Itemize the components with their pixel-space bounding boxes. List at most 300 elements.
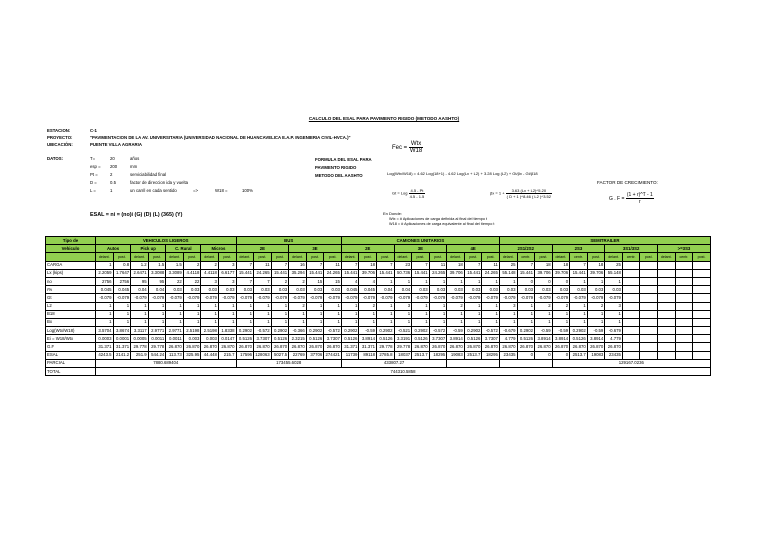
header-subgroup: C. Rural: [166, 245, 201, 253]
table-cell: 1: [482, 302, 500, 310]
table-cell: 3: [201, 277, 219, 285]
table-cell: -0.079: [306, 294, 324, 302]
growth-lhs: G . F =: [609, 195, 625, 202]
table-cell: 0.045: [359, 286, 377, 294]
table-row: [46, 335, 711, 343]
table-cell: 39.706: [587, 269, 605, 277]
table-cell: 3.5704: [96, 327, 114, 335]
table-cell: 11: [254, 261, 272, 269]
growth-numerator: (1 + r)^T - 1: [626, 192, 653, 198]
table-cell: [675, 351, 693, 359]
table-cell: 1: [341, 302, 359, 310]
table-cell: -0.59: [359, 327, 377, 335]
table-cell: 1: [587, 310, 605, 318]
table-cell: 1: [570, 318, 588, 326]
table-cell: -0.079: [377, 294, 395, 302]
beta-denominator: ( D + 1 )^8.46 ( L2 )^3.52: [506, 194, 551, 199]
ubicacion-label: UBICACIÓN:: [47, 142, 73, 147]
row-label: L2: [46, 302, 96, 310]
table-cell: 26.870: [535, 343, 553, 351]
table-cell: [693, 310, 711, 318]
table-cell: 0.03: [552, 286, 570, 294]
table-cell: 6.6177: [218, 269, 236, 277]
table-cell: 0.0011: [166, 335, 184, 343]
table-cell: 29.778: [131, 343, 149, 351]
header-axle: post.: [464, 253, 482, 261]
table-cell: 0.03: [482, 286, 500, 294]
table-cell: -0.079: [464, 294, 482, 302]
gt-denominator: 4.5 - 1.5: [409, 194, 425, 199]
table-cell: [675, 269, 693, 277]
estacion-value: C-1: [90, 128, 97, 133]
header-subgroup: >=3S3: [658, 245, 711, 253]
header-axle: post.: [306, 253, 324, 261]
table-cell: 7: [306, 261, 324, 269]
table-cell: 25: [605, 261, 623, 269]
table-cell: [658, 343, 676, 351]
table-cell: [693, 335, 711, 343]
parcial-value: 129167.0236: [552, 359, 710, 367]
table-cell: [622, 302, 640, 310]
table-cell: 0: [535, 277, 553, 285]
fec-lhs: Fec =: [392, 145, 408, 152]
table-cell: 0.03: [166, 286, 184, 294]
table-cell: 0.03: [254, 286, 272, 294]
estacion-label: ESTACION:: [47, 128, 71, 133]
table-cell: 1: [341, 318, 359, 326]
table-cell: 0.0001: [113, 335, 131, 343]
table-cell: 2785.8: [377, 351, 395, 359]
table-cell: -0.079: [394, 294, 412, 302]
table-cell: 0.03: [271, 286, 289, 294]
table-cell: 0: [517, 351, 535, 359]
table-cell: [675, 310, 693, 318]
table-cell: 24.265: [429, 269, 447, 277]
table-cell: 1: [552, 318, 570, 326]
row-label: CARGA: [46, 261, 96, 269]
table-cell: [640, 335, 658, 343]
table-cell: 0.003: [201, 335, 219, 343]
table-cell: 7: [412, 261, 430, 269]
table-cell: [640, 277, 658, 285]
table-cell: 1: [570, 302, 588, 310]
table-cell: 2513.7: [412, 351, 430, 359]
table-row: [46, 286, 711, 294]
datos-arrow: =>: [193, 188, 199, 193]
table-cell: 1.5: [148, 261, 166, 269]
table-row: [46, 318, 711, 326]
parcial-label: PARCIAL: [46, 359, 96, 367]
table-cell: 15: [306, 277, 324, 285]
table-cell: 0.2902: [271, 327, 289, 335]
table-cell: 18: [447, 261, 465, 269]
table-cell: [693, 351, 711, 359]
table-cell: -0.079: [570, 294, 588, 302]
table-cell: [675, 335, 693, 343]
table-cell: 4: [341, 277, 359, 285]
table-cell: 1.2: [131, 261, 149, 269]
header-subgroup: 2S3: [552, 245, 605, 253]
header-axle: post.: [324, 253, 342, 261]
table-cell: -0.079: [131, 294, 149, 302]
table-cell: 26.870: [324, 343, 342, 351]
table-cell: 26.870: [271, 343, 289, 351]
table-cell: [675, 327, 693, 335]
table-cell: 18: [535, 261, 553, 269]
table-cell: 3: [605, 302, 623, 310]
table-cell: 3.3117: [131, 327, 149, 335]
table-cell: 0.04: [377, 286, 395, 294]
table-cell: 0.2902: [306, 327, 324, 335]
table-cell: [622, 261, 640, 269]
table-cell: -0.079: [605, 294, 623, 302]
table-cell: [693, 277, 711, 285]
table-cell: 2513.7: [570, 351, 588, 359]
datos-sym: T=: [90, 156, 96, 161]
table-cell: 4.779: [605, 335, 623, 343]
table-cell: 0.5126: [377, 335, 395, 343]
parcial-value: 173455.6028: [236, 359, 341, 367]
table-cell: 1: [429, 302, 447, 310]
table-cell: 1: [254, 302, 272, 310]
table-cell: 26.870: [482, 343, 500, 351]
datos-w18-value: 100%: [242, 188, 253, 193]
table-cell: 3.7307: [429, 335, 447, 343]
table-cell: [658, 310, 676, 318]
table-cell: -0.572: [429, 327, 447, 335]
table-cell: 18: [552, 261, 570, 269]
header-group: CAMIONES UNITARIOS: [341, 237, 499, 245]
table-cell: -0.59: [552, 327, 570, 335]
table-cell: 1: [535, 318, 553, 326]
table-cell: [622, 351, 640, 359]
row-label: Lx (kips): [46, 269, 96, 277]
table-cell: [622, 318, 640, 326]
table-row: [46, 269, 711, 277]
table-cell: 1: [218, 302, 236, 310]
table-cell: 1: [377, 277, 395, 285]
table-cell: 5027.5: [271, 351, 289, 359]
table-cell: 0.03: [324, 286, 342, 294]
header-row-axles: [46, 253, 711, 261]
table-cell: 15.441: [377, 269, 395, 277]
table-cell: 0.03: [587, 286, 605, 294]
datos-desc: años: [130, 156, 140, 161]
header-axle: post.: [482, 253, 500, 261]
table-cell: 0.0011: [148, 335, 166, 343]
growth-equation: [609, 192, 654, 205]
header-axle: delant.: [605, 253, 623, 261]
table-cell: 0.2902: [341, 327, 359, 335]
table-cell: 2: [447, 302, 465, 310]
table-cell: 1: [96, 261, 114, 269]
header-axle: delant.: [201, 253, 219, 261]
table-cell: -0.079: [289, 294, 307, 302]
row-label: Gt: [46, 294, 96, 302]
table-cell: [693, 343, 711, 351]
table-cell: [622, 277, 640, 285]
table-cell: [675, 294, 693, 302]
table-cell: 1: [166, 310, 184, 318]
table-cell: 3.8914: [535, 335, 553, 343]
header-subgroup: 2E: [341, 245, 394, 253]
header-axle: delant.: [499, 253, 517, 261]
table-cell: [658, 351, 676, 359]
table-cell: 2.6471: [131, 269, 149, 277]
table-row: [46, 310, 711, 318]
header-axle: delant.: [236, 253, 254, 261]
table-cell: 1: [218, 310, 236, 318]
parcial-row: [46, 359, 711, 367]
table-cell: 2.5198: [183, 327, 201, 335]
table-cell: -0.079: [341, 294, 359, 302]
table-cell: 1: [447, 310, 465, 318]
datos-val: 2: [110, 172, 113, 177]
table-cell: 1: [412, 310, 430, 318]
table-cell: 7: [377, 261, 395, 269]
table-cell: [640, 327, 658, 335]
table-cell: [640, 261, 658, 269]
table-cell: 39.706: [552, 269, 570, 277]
table-cell: 95: [148, 277, 166, 285]
table-cell: 1: [447, 277, 465, 285]
header-axle: post.: [148, 253, 166, 261]
fec-numerator: Wtx: [410, 141, 422, 147]
table-cell: 2: [289, 302, 307, 310]
table-cell: 2: [552, 302, 570, 310]
table-cell: 23: [394, 261, 412, 269]
table-cell: [693, 318, 711, 326]
table-cell: 1: [218, 318, 236, 326]
table-cell: 0.03: [464, 286, 482, 294]
table-cell: 7: [341, 261, 359, 269]
header-subgroup: 2E: [236, 245, 289, 253]
header-axle: post.: [640, 253, 658, 261]
table-cell: 11: [482, 261, 500, 269]
table-cell: 3.3088: [148, 269, 166, 277]
table-cell: 1: [377, 318, 395, 326]
header-axle: delant.: [341, 253, 359, 261]
table-cell: 113.73: [166, 351, 184, 359]
table-cell: 0.03: [236, 286, 254, 294]
table-cell: 24.265: [254, 269, 272, 277]
table-cell: -0.079: [201, 294, 219, 302]
table-cell: 1: [499, 318, 517, 326]
table-cell: 0.03: [535, 286, 553, 294]
table-cell: 0.045: [341, 286, 359, 294]
table-cell: 4.4118: [183, 269, 201, 277]
table-cell: 4: [359, 277, 377, 285]
table-cell: [658, 327, 676, 335]
table-cell: 3.8674: [113, 327, 131, 335]
header-axle: post.: [359, 253, 377, 261]
table-cell: [622, 269, 640, 277]
formula-label-line: METODO DEL AASHTO: [315, 173, 363, 178]
header-vehiculo: Vehiculo: [46, 245, 96, 253]
table-cell: [640, 286, 658, 294]
table-cell: 26.870: [166, 343, 184, 351]
table-cell: 1: [587, 277, 605, 285]
datos-sym: L =: [90, 188, 96, 193]
table-cell: 26.870: [464, 343, 482, 351]
table-cell: 15: [324, 277, 342, 285]
header-axle: post.: [218, 253, 236, 261]
table-cell: [622, 286, 640, 294]
table-cell: 1: [183, 302, 201, 310]
table-cell: 55.148: [605, 269, 623, 277]
table-cell: 0.045: [113, 286, 131, 294]
table-cell: 11739: [341, 351, 359, 359]
table-cell: -0.079: [271, 294, 289, 302]
header-blank: [46, 253, 96, 261]
table-cell: 19083: [587, 351, 605, 359]
table-cell: -0.572: [324, 327, 342, 335]
table-cell: 1: [570, 277, 588, 285]
table-cell: [675, 261, 693, 269]
table-cell: 26.870: [306, 343, 324, 351]
table-cell: [658, 269, 676, 277]
header-axle: post.: [535, 253, 553, 261]
header-group: VEHICULOS LIGEROS: [96, 237, 237, 245]
esal-formula: ESAL = ni = (no)i (G) (D) (L) (365) (Y): [90, 212, 183, 218]
table-cell: 1: [447, 318, 465, 326]
table-cell: [658, 277, 676, 285]
esal-table: [45, 236, 711, 376]
table-cell: 1: [377, 302, 395, 310]
table-cell: 1: [482, 310, 500, 318]
table-cell: 0.5126: [570, 335, 588, 343]
table-cell: 0.5126: [412, 335, 430, 343]
table-cell: [658, 302, 676, 310]
table-cell: 1: [499, 277, 517, 285]
table-cell: 31.371: [341, 343, 359, 351]
table-cell: 0.5126: [341, 335, 359, 343]
table-cell: 26.870: [587, 343, 605, 351]
header-axle: centr.: [622, 253, 640, 261]
ubicacion-value: PUENTE VILLA AGRARIA: [90, 142, 142, 147]
table-cell: 1: [412, 302, 430, 310]
table-cell: 15.441: [341, 269, 359, 277]
table-cell: 1: [517, 302, 535, 310]
row-label: r%: [46, 286, 96, 294]
gt-numerator: 4.5 - Pt: [410, 188, 424, 193]
gt-fraction: [409, 188, 426, 199]
table-cell: 44.448: [201, 351, 219, 359]
header-subgroup: Autos: [96, 245, 131, 253]
table-cell: 1: [324, 318, 342, 326]
table-cell: 15.441: [271, 269, 289, 277]
table-cell: 0.03: [183, 286, 201, 294]
table-cell: 0: [517, 277, 535, 285]
table-row: [46, 343, 711, 351]
table-cell: 325.95: [183, 351, 201, 359]
table-cell: 1: [306, 318, 324, 326]
header-axle: delant.: [658, 253, 676, 261]
table-cell: [640, 302, 658, 310]
header-axle: centr.: [570, 253, 588, 261]
table-cell: -0.079: [552, 294, 570, 302]
table-cell: 1: [201, 302, 219, 310]
table-cell: -0.079: [447, 294, 465, 302]
table-cell: 215.7: [218, 351, 236, 359]
table-cell: 0.5126: [517, 335, 535, 343]
table-cell: 3.8914: [552, 335, 570, 343]
header-subgroup: 3E: [289, 245, 342, 253]
table-cell: 26.870: [201, 343, 219, 351]
table-cell: 4.4118: [201, 269, 219, 277]
table-cell: 1: [394, 318, 412, 326]
table-cell: 39.706: [535, 269, 553, 277]
header-axle: post.: [113, 253, 131, 261]
table-cell: 2: [535, 302, 553, 310]
table-cell: 2.9771: [148, 327, 166, 335]
header-subgroup: 2S1/2S2: [499, 245, 552, 253]
table-cell: [622, 335, 640, 343]
table-cell: -0.079: [166, 294, 184, 302]
table-cell: [658, 335, 676, 343]
table-cell: 1: [183, 318, 201, 326]
parcial-value: [447, 359, 500, 367]
table-cell: -0.079: [148, 294, 166, 302]
table-cell: 1: [570, 310, 588, 318]
table-cell: 19083: [447, 351, 465, 359]
row-label: no: [46, 277, 96, 285]
table-cell: [675, 318, 693, 326]
table-cell: 22: [183, 277, 201, 285]
header-row-subgroups: [46, 245, 711, 253]
table-cell: 95: [131, 277, 149, 285]
table-cell: 31.371: [359, 343, 377, 351]
parcial-value: 433807.27: [341, 359, 446, 367]
header-axle: delant.: [552, 253, 570, 261]
table-cell: 26.870: [236, 343, 254, 351]
table-cell: -0.572: [254, 327, 272, 335]
table-cell: 39.706: [359, 269, 377, 277]
proyecto-value: "PAVIMENTACION DE LA AV. UNIVERSITARIA (UNIVERSIDAD NACIONAL DE HUANCAVELICA E.A.P. INGENIERIA CIVIL-HVCA.)": [90, 135, 351, 140]
table-cell: -0.079: [324, 294, 342, 302]
table-cell: [693, 261, 711, 269]
header-axle: delant.: [394, 253, 412, 261]
parcial-value: 7880.689404: [96, 359, 237, 367]
table-cell: 18: [359, 261, 377, 269]
table-cell: 1: [254, 310, 272, 318]
table-cell: 1: [306, 302, 324, 310]
table-cell: 1: [464, 302, 482, 310]
proyecto-label: PROYECTO:: [47, 135, 73, 140]
table-cell: 7: [254, 277, 272, 285]
table-cell: 0.03: [289, 286, 307, 294]
table-cell: 29.778: [148, 343, 166, 351]
growth-denominator: r: [638, 199, 641, 205]
table-cell: 0.03: [412, 286, 430, 294]
fec-fraction: [409, 141, 423, 154]
datos-val: 20: [110, 156, 115, 161]
table-cell: 0.03: [499, 286, 517, 294]
table-row: [46, 302, 711, 310]
header-axle: delant.: [289, 253, 307, 261]
growth-fraction: [626, 192, 654, 205]
table-cell: 1: [605, 318, 623, 326]
table-cell: 1: [236, 310, 254, 318]
table-cell: 3: [218, 261, 236, 269]
table-cell: 1: [113, 318, 131, 326]
table-cell: 1: [464, 277, 482, 285]
row-label: Ei = W18/Wtx: [46, 335, 96, 343]
header-group: BUS: [236, 237, 341, 245]
datos-val: 1: [110, 188, 113, 193]
table-cell: [640, 351, 658, 359]
table-cell: -0.521: [394, 327, 412, 335]
